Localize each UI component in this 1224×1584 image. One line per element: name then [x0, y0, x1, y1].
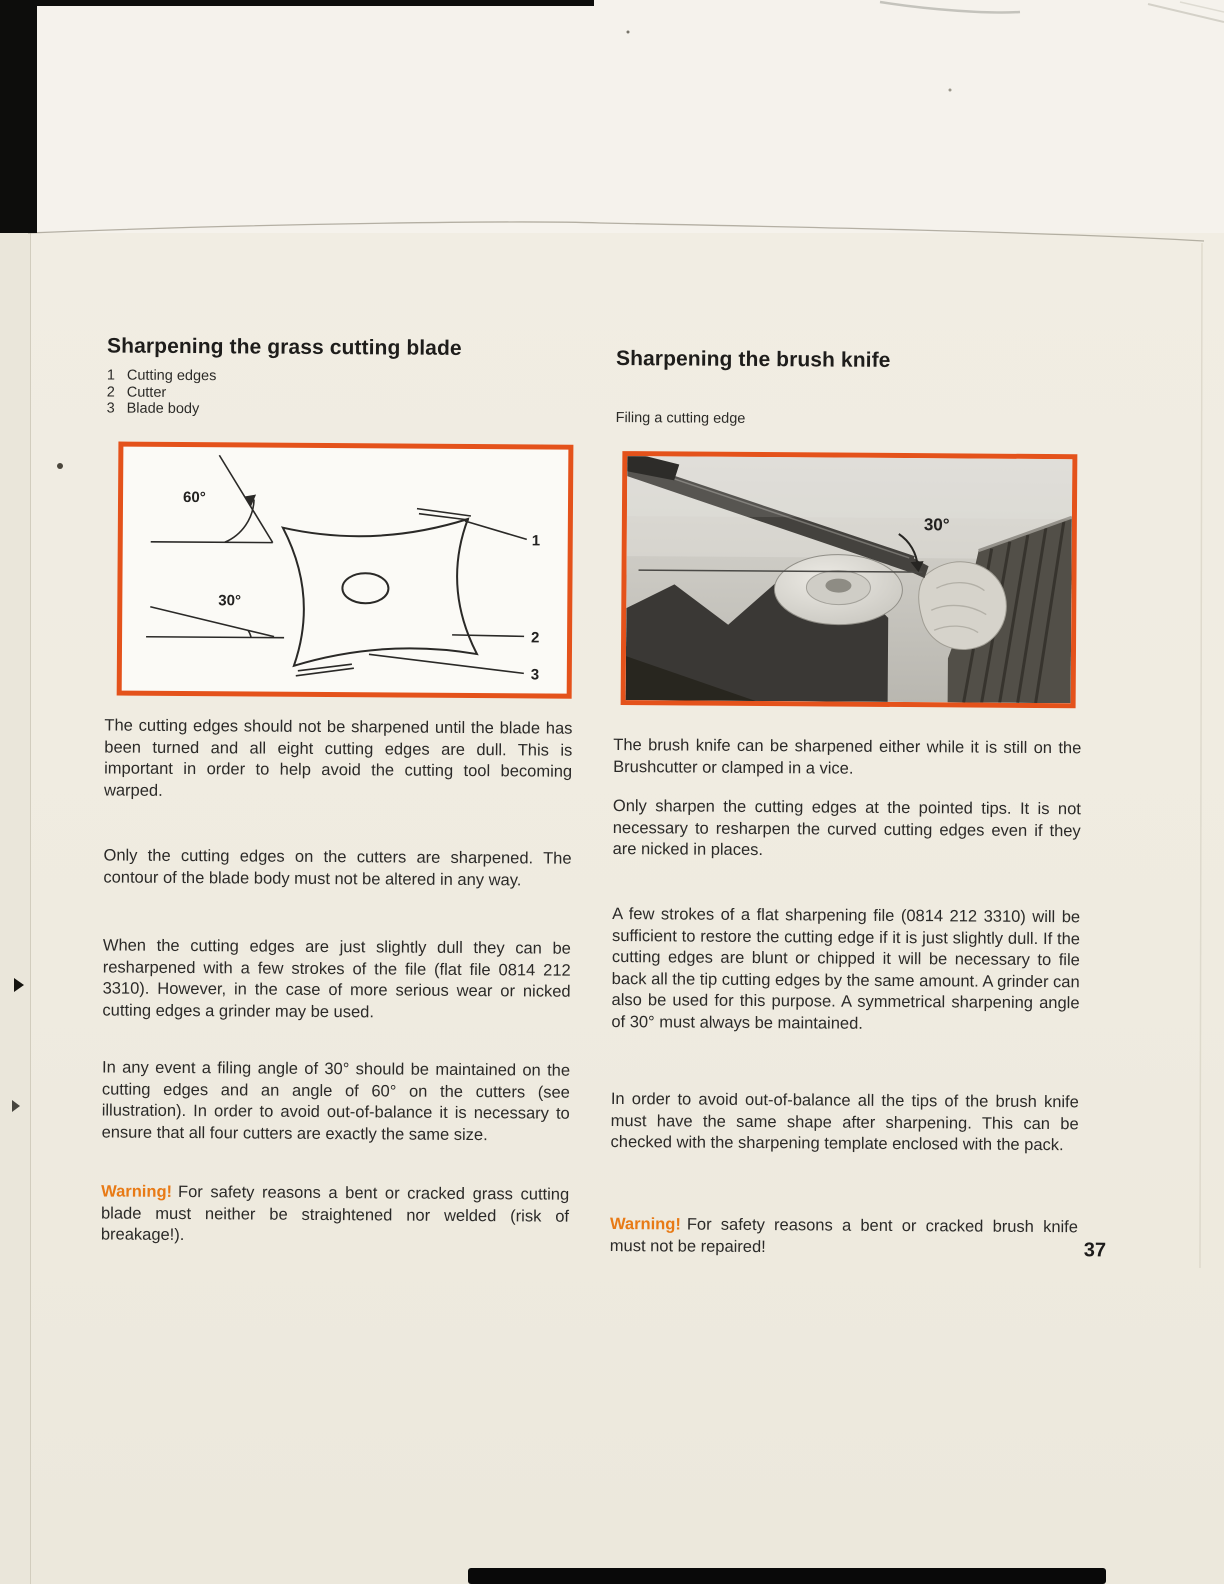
legend-number: 1 — [106, 367, 116, 384]
gloved-hand — [918, 562, 1006, 650]
filing-angle-label: 30° — [218, 592, 242, 610]
blade-hub — [774, 554, 902, 625]
cutter-angle-annotation — [151, 455, 274, 543]
left-paragraph-1: The cutting edges should not be sharpened until the blade has been turned and all eight cutting edges are dull. This is important in order to help avoid the cutting tool becoming warped. — [103, 716, 573, 800]
legend-number: 2 — [106, 383, 115, 401]
left-heading: Sharpening the grass cutting blade — [107, 334, 462, 360]
brush-knife-photo — [621, 451, 1078, 708]
legend-number: 3 — [106, 400, 115, 417]
legend-label: Cutting edges — [126, 367, 217, 385]
right-paragraph-2: Only sharpen the cutting edges at the pointed tips. It is not necessary to resharpen the curved cutting edges even if they are nicked in places. — [612, 797, 1081, 860]
page-number: 37 — [1083, 1239, 1107, 1262]
right-paragraph-3: A few strokes of a flat sharpening file (0814 212 3310) will be sufficient to restore the cutting edge if it is just slightly dull. If the cutting edges are blunt or chipped it will be necessary to file back all the tip cutting edges by the same amount. A grinder can also be used for this purpose. A symmetrical sharpening angle of 30° must always be maintained. — [611, 905, 1081, 1033]
callout-2: 2 — [531, 629, 540, 647]
filing-angle-annotation — [146, 607, 284, 638]
legend-label: Cutter — [126, 384, 167, 401]
warning-text: For safety reasons a bent or cracked brush knife must not be repaired! — [609, 1215, 1079, 1256]
figure-legend — [107, 367, 575, 420]
callout-3: 3 — [530, 666, 540, 684]
warning-label: Warning! — [101, 1182, 173, 1201]
right-heading: Sharpening the brush knife — [615, 347, 891, 372]
left-column — [100, 334, 575, 1317]
cutter-angle-label: 60° — [182, 488, 206, 507]
legend-item — [107, 367, 575, 387]
right-column — [609, 338, 1084, 1321]
right-paragraph-1: The brush knife can be sharpened either while it is still on the Brushcutter or clamped in a vice. — [613, 736, 1082, 778]
legend-label: Blade body — [126, 400, 200, 418]
grass-blade-diagram-drawing — [122, 447, 569, 694]
left-paragraph-4: In any event a filing angle of 30° should be maintained on the cutting edges and an angle of 60° on the cutters (see illustration). In order to avoid out-of-balance it is necessary to ensure that all four cutters are exactly the same size. — [101, 1058, 571, 1144]
callout-1: 1 — [531, 532, 541, 550]
legend-item — [107, 400, 575, 420]
photo-caption: Filing a cutting edge — [615, 410, 746, 427]
left-paragraph-2: Only the cutting edges on the cutters are sharpened. The contour of the blade body must not be altered in any way. — [103, 846, 572, 889]
right-paragraph-4: In order to avoid out-of-balance all the tips of the brush knife must have the same shape after sharpening. This can be checked with the sharpening template enclosed with the pack. — [610, 1089, 1079, 1155]
warning-label: Warning! — [609, 1214, 681, 1234]
left-warning-paragraph — [101, 1181, 569, 1249]
left-paragraph-3: When the cutting edges are just slightly dull they can be resharpened with a few strokes of the file (flat file 0814 212 3310). However, in the case of more serious wear or nicked cutting edges a grinder may be used. — [102, 936, 571, 1021]
right-warning-paragraph — [610, 1214, 1078, 1260]
brush-knife-photo-image — [626, 456, 1073, 703]
photo-angle-label: 30° — [923, 515, 950, 535]
blade-center-hole — [342, 573, 388, 603]
grass-blade-diagram — [117, 442, 574, 699]
warning-text: For safety reasons a bent or cracked grass cutting blade must neither be straightened nor welded (risk of breakage!). — [100, 1182, 570, 1245]
photo-haze — [627, 456, 1072, 519]
